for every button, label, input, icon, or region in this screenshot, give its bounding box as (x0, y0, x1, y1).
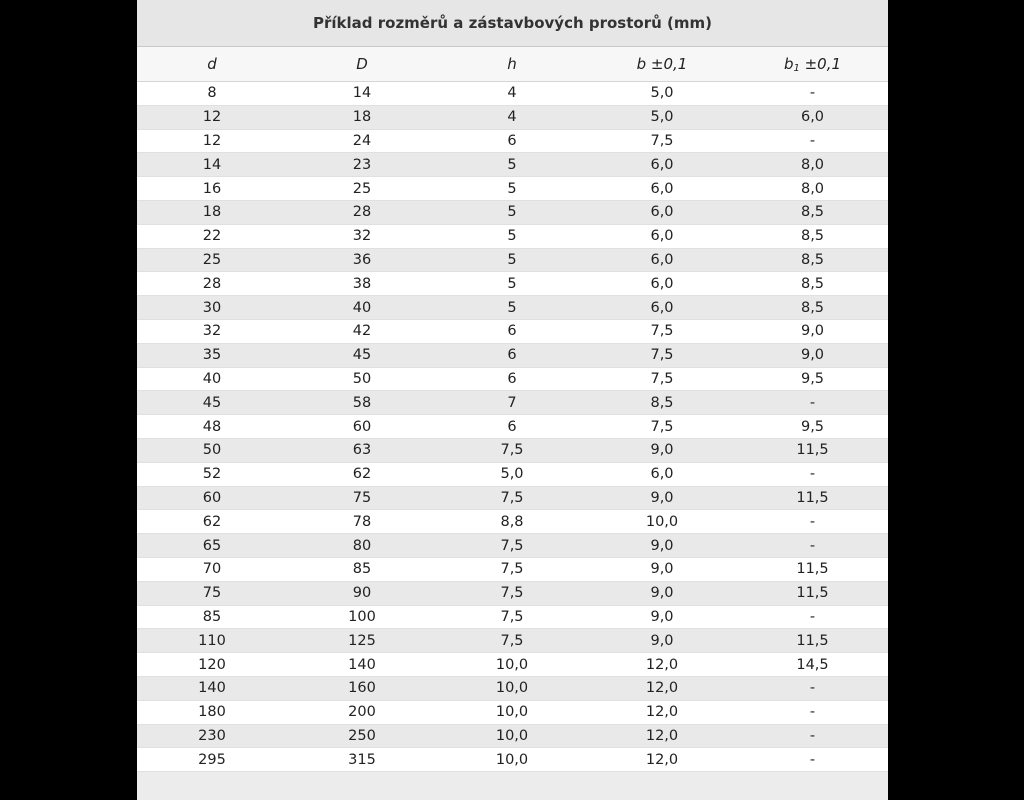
table-cell: 7,5 (437, 486, 587, 510)
table-cell: 25 (137, 248, 287, 272)
table-cell: 120 (137, 653, 287, 677)
table-title: Příklad rozměrů a zástavbových prostorů (mm) (137, 0, 888, 47)
table-cell: 5 (437, 153, 587, 177)
table-cell: 16 (137, 177, 287, 201)
table-cell: 85 (137, 605, 287, 629)
table-cell: 8,0 (737, 177, 888, 201)
table-cell: 6,0 (587, 224, 737, 248)
table-cell: 18 (287, 105, 437, 129)
table-cell: 9,5 (737, 415, 888, 439)
table-cell: 90 (287, 581, 437, 605)
table-cell: 32 (137, 319, 287, 343)
table-cell: 10,0 (437, 676, 587, 700)
table-row (137, 653, 888, 677)
table-row (137, 82, 888, 106)
table-cell: 6,0 (587, 296, 737, 320)
table-cell: 62 (287, 462, 437, 486)
table-row (137, 177, 888, 201)
table-cell: 295 (137, 748, 287, 772)
table-cell: 63 (287, 438, 437, 462)
table-row (137, 605, 888, 629)
table-row (137, 581, 888, 605)
table-cell: 75 (137, 581, 287, 605)
table-cell: 315 (287, 748, 437, 772)
table-cell: 10,0 (437, 700, 587, 724)
table-cell: 5 (437, 200, 587, 224)
table-cell: 7,5 (587, 319, 737, 343)
table-cell: 45 (137, 391, 287, 415)
table-cell: 9,0 (587, 605, 737, 629)
table-cell: 9,0 (587, 438, 737, 462)
table-cell: 50 (287, 367, 437, 391)
table-cell: 6 (437, 415, 587, 439)
table-cell: 8,5 (587, 391, 737, 415)
table-cell: 48 (137, 415, 287, 439)
table-cell: 10,0 (437, 748, 587, 772)
table-cell: 7,5 (587, 415, 737, 439)
table-row (137, 391, 888, 415)
table-cell: 11,5 (737, 486, 888, 510)
table-row (137, 367, 888, 391)
table-cell: 6,0 (587, 153, 737, 177)
column-header-d: d (137, 47, 287, 82)
table-cell: 10,0 (587, 510, 737, 534)
table-body (137, 82, 888, 772)
table-cell: 12,0 (587, 748, 737, 772)
table-cell: 85 (287, 557, 437, 581)
table-row (137, 438, 888, 462)
table-cell: 100 (287, 605, 437, 629)
table-row (137, 415, 888, 439)
table-cell: 6,0 (587, 177, 737, 201)
table-cell: 6 (437, 129, 587, 153)
table-cell: 12,0 (587, 700, 737, 724)
table-cell: 6 (437, 367, 587, 391)
table-cell: 230 (137, 724, 287, 748)
table-cell: 12,0 (587, 653, 737, 677)
table-row (137, 510, 888, 534)
table-cell: - (737, 676, 888, 700)
table-cell: - (737, 605, 888, 629)
table-cell: 45 (287, 343, 437, 367)
table-cell: 62 (137, 510, 287, 534)
table-cell: - (737, 129, 888, 153)
table-cell: 8,5 (737, 224, 888, 248)
table-row (137, 700, 888, 724)
table-cell: 4 (437, 105, 587, 129)
table-cell: 8,0 (737, 153, 888, 177)
table-cell: 9,0 (587, 629, 737, 653)
table-footer (137, 772, 888, 800)
table-cell: - (737, 700, 888, 724)
table-cell: 22 (137, 224, 287, 248)
table-row (137, 343, 888, 367)
table-cell: 12 (137, 105, 287, 129)
column-header-h: h (437, 47, 587, 82)
table-row (137, 296, 888, 320)
table-cell: 58 (287, 391, 437, 415)
table-cell: 11,5 (737, 557, 888, 581)
table-cell: 110 (137, 629, 287, 653)
table-cell: 7,5 (437, 557, 587, 581)
table-cell: 5 (437, 177, 587, 201)
table-cell: - (737, 391, 888, 415)
table-cell: 7,5 (437, 605, 587, 629)
table-row (137, 557, 888, 581)
table-cell: 5 (437, 224, 587, 248)
table-cell: 7,5 (437, 534, 587, 558)
column-header-b1: $b_1 \pm 0,1$ (737, 47, 888, 82)
table-cell: 9,0 (737, 319, 888, 343)
table-cell: - (737, 462, 888, 486)
table-cell: 9,0 (587, 581, 737, 605)
table-cell: 8,5 (737, 200, 888, 224)
table-cell: 8,5 (737, 248, 888, 272)
table-cell: 24 (287, 129, 437, 153)
table-cell: 12 (137, 129, 287, 153)
table-cell: 75 (287, 486, 437, 510)
table-cell: 8,5 (737, 296, 888, 320)
table-cell: 9,0 (737, 343, 888, 367)
table-cell: 50 (137, 438, 287, 462)
table-row (137, 248, 888, 272)
table-cell: 25 (287, 177, 437, 201)
table-cell: 14 (137, 153, 287, 177)
table-cell: 6,0 (587, 462, 737, 486)
table-cell: 23 (287, 153, 437, 177)
table-cell: 78 (287, 510, 437, 534)
table-cell: - (737, 82, 888, 106)
table-cell: 200 (287, 700, 437, 724)
table-cell: 5 (437, 272, 587, 296)
table-cell: 42 (287, 319, 437, 343)
table-cell: 8,8 (437, 510, 587, 534)
table-cell: 140 (137, 676, 287, 700)
table-cell: 14,5 (737, 653, 888, 677)
table-row (137, 462, 888, 486)
table-row (137, 724, 888, 748)
table-cell: 14 (287, 82, 437, 106)
table-cell: 7,5 (437, 438, 587, 462)
table-cell: 28 (287, 200, 437, 224)
column-header-D: D (287, 47, 437, 82)
table-cell: 60 (137, 486, 287, 510)
table-row (137, 129, 888, 153)
table-cell: 11,5 (737, 438, 888, 462)
table-cell: 9,0 (587, 534, 737, 558)
table-cell: 18 (137, 200, 287, 224)
table-row (137, 224, 888, 248)
table-cell: 7,5 (587, 343, 737, 367)
table-cell: 125 (287, 629, 437, 653)
table-cell: 65 (137, 534, 287, 558)
table-row (137, 748, 888, 772)
table-row (137, 105, 888, 129)
table-cell: 9,5 (737, 367, 888, 391)
dimension-table (137, 47, 888, 772)
table-row (137, 629, 888, 653)
table-cell: 7,5 (437, 581, 587, 605)
table-cell: 36 (287, 248, 437, 272)
table-cell: 30 (137, 296, 287, 320)
column-header-b: b ±0,1 (587, 47, 737, 82)
table-cell: 7,5 (587, 367, 737, 391)
dimension-table-panel (137, 0, 888, 768)
table-cell: 40 (137, 367, 287, 391)
table-row (137, 272, 888, 296)
table-cell: 35 (137, 343, 287, 367)
table-cell: 9,0 (587, 486, 737, 510)
table-cell: 140 (287, 653, 437, 677)
table-cell: 250 (287, 724, 437, 748)
table-cell: 60 (287, 415, 437, 439)
table-cell: 180 (137, 700, 287, 724)
table-cell: 6 (437, 319, 587, 343)
table-row (137, 153, 888, 177)
table-cell: 11,5 (737, 581, 888, 605)
table-cell: 9,0 (587, 557, 737, 581)
table-cell: 5,0 (587, 82, 737, 106)
table-cell: 6,0 (587, 272, 737, 296)
table-cell: - (737, 534, 888, 558)
table-cell: 8 (137, 82, 287, 106)
table-cell: 4 (437, 82, 587, 106)
table-cell: 6,0 (587, 248, 737, 272)
table-cell: 6 (437, 343, 587, 367)
table-row (137, 676, 888, 700)
table-cell: 11,5 (737, 629, 888, 653)
table-row (137, 486, 888, 510)
table-cell: - (737, 748, 888, 772)
table-cell: 12,0 (587, 724, 737, 748)
table-cell: 70 (137, 557, 287, 581)
table-cell: 12,0 (587, 676, 737, 700)
table-cell: 6,0 (587, 200, 737, 224)
table-row (137, 200, 888, 224)
table-cell: 7,5 (587, 129, 737, 153)
table-cell: 160 (287, 676, 437, 700)
table-cell: - (737, 510, 888, 534)
table-cell: 10,0 (437, 653, 587, 677)
table-row (137, 319, 888, 343)
table-row (137, 534, 888, 558)
table-cell: 32 (287, 224, 437, 248)
header-row (137, 47, 888, 82)
table-cell: 5 (437, 296, 587, 320)
table-cell: 7 (437, 391, 587, 415)
table-cell: 28 (137, 272, 287, 296)
table-cell: 38 (287, 272, 437, 296)
table-cell: 5,0 (437, 462, 587, 486)
table-cell: - (737, 724, 888, 748)
table-cell: 52 (137, 462, 287, 486)
table-cell: 5 (437, 248, 587, 272)
table-cell: 10,0 (437, 724, 587, 748)
table-cell: 7,5 (437, 629, 587, 653)
table-cell: 8,5 (737, 272, 888, 296)
table-cell: 80 (287, 534, 437, 558)
table-cell: 5,0 (587, 105, 737, 129)
table-cell: 40 (287, 296, 437, 320)
table-cell: 6,0 (737, 105, 888, 129)
